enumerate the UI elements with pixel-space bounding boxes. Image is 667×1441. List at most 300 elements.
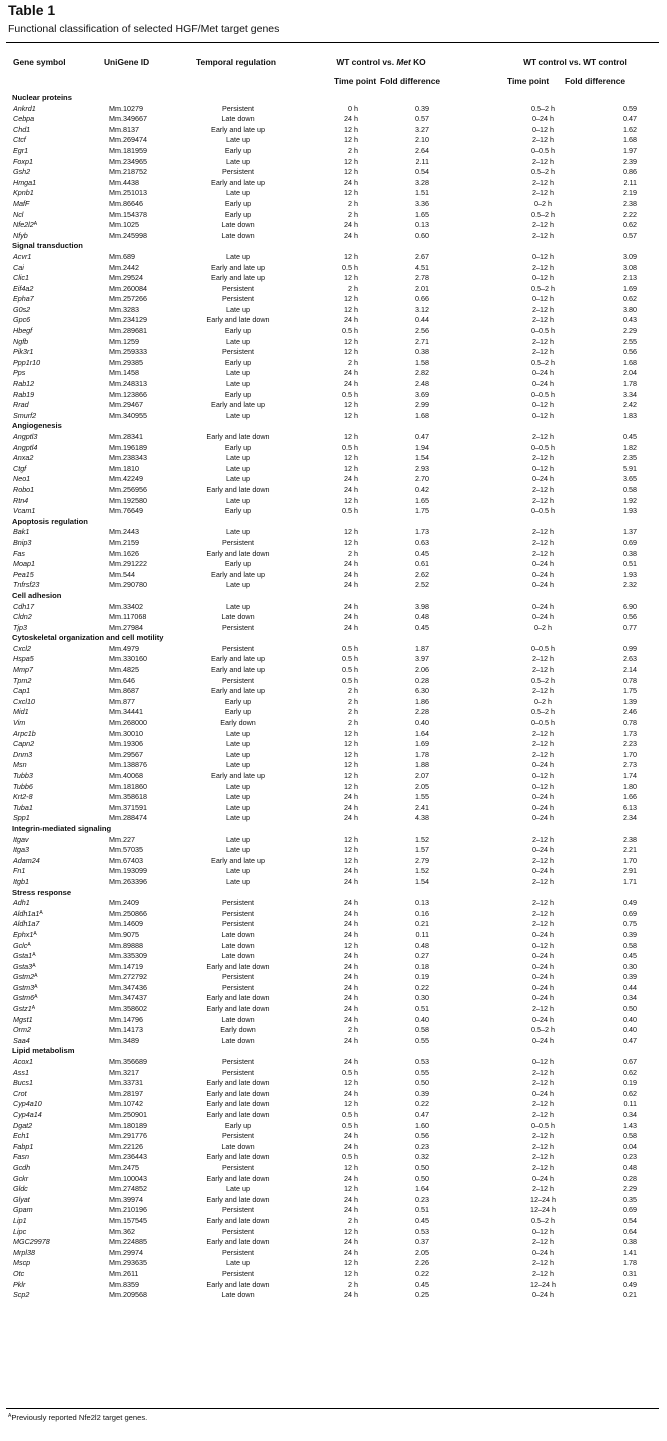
table-row [0, 1280, 667, 1291]
time-point-wt-control: 0.5–2 h [531, 1025, 555, 1035]
time-point-met-ko: 12 h [344, 410, 358, 420]
footnote-text: Previously reported Nfe2l2 target genes. [11, 1413, 148, 1422]
fold-difference-met-ko: 0.48 [415, 940, 429, 950]
gene-symbol: Cyp4a10 [13, 1099, 42, 1109]
fold-difference-wt-control: 1.74 [623, 771, 637, 780]
unigene-id: Mm.28197 [109, 1088, 143, 1098]
gene-symbol: Pik3r1 [13, 347, 34, 357]
fold-difference-met-ko: 2.05 [415, 781, 429, 791]
time-point-wt-control: 0–24 h [532, 845, 554, 855]
fold-difference-wt-control: 2.22 [623, 209, 637, 219]
temporal-regulation: Late up [226, 834, 250, 844]
fold-difference-met-ko: 0.54 [415, 167, 429, 177]
time-point-wt-control: 2–12 h [532, 686, 554, 696]
fold-difference-met-ko: 0.42 [415, 484, 429, 494]
time-point-met-ko: 24 h [344, 876, 358, 886]
fold-difference-wt-control: 1.93 [623, 569, 637, 579]
unigene-id: Mm.259333 [109, 347, 147, 357]
temporal-regulation: Early and late down [206, 484, 270, 494]
temporal-regulation: Early up [224, 442, 252, 452]
fold-difference-wt-control: 0.58 [623, 940, 637, 950]
time-point-met-ko: 24 h [344, 813, 358, 823]
unigene-id: Mm.34441 [109, 707, 143, 717]
temporal-regulation: Persistent [222, 537, 254, 547]
table-row [0, 835, 667, 846]
fold-difference-wt-control: 0.47 [623, 114, 637, 124]
time-point-wt-control: 0–12 h [532, 410, 554, 420]
table-row [0, 612, 667, 623]
section-title: Integrin-mediated signaling [12, 823, 112, 833]
fold-difference-met-ko: 0.53 [415, 1057, 429, 1067]
unigene-id: Mm.234965 [109, 156, 147, 166]
time-point-wt-control: 0–0.5 h [531, 1120, 555, 1130]
fold-difference-met-ko: 3.12 [415, 304, 429, 314]
time-point-wt-control: 2–12 h [532, 1141, 554, 1151]
fold-difference-met-ko: 0.55 [415, 1067, 429, 1077]
table-row [0, 782, 667, 793]
time-point-met-ko: 12 h [344, 124, 358, 134]
time-point-wt-control: 0–24 h [532, 1290, 554, 1300]
fold-difference-wt-control: 1.41 [623, 1247, 637, 1257]
table-row [0, 962, 667, 973]
time-point-wt-control: 2–12 h [532, 739, 554, 749]
fold-difference-wt-control: 0.62 [623, 220, 637, 230]
time-point-met-ko: 24 h [344, 1290, 358, 1300]
time-point-wt-control: 0–12 h [532, 273, 554, 283]
unigene-id: Mm.4979 [109, 643, 139, 653]
table-row [0, 1004, 667, 1015]
footnote-marker: A [39, 909, 43, 916]
table-row [0, 400, 667, 411]
time-point-met-ko: 24 h [344, 993, 358, 1003]
fold-difference-met-ko: 1.88 [415, 760, 429, 770]
temporal-regulation: Early and late down [206, 1194, 270, 1204]
unigene-id: Mm.8359 [109, 1279, 139, 1289]
fold-difference-met-ko: 3.36 [415, 198, 429, 208]
time-point-met-ko: 12 h [344, 273, 358, 283]
table-row [0, 432, 667, 443]
time-point-met-ko: 12 h [344, 537, 358, 547]
gene-symbol: Rab12 [13, 379, 35, 389]
gene-symbol-text: Gsta1 [13, 951, 33, 961]
temporal-regulation: Persistent [222, 1205, 254, 1215]
temporal-regulation: Early and late up [211, 177, 265, 187]
gene-symbol: Itgb1 [13, 876, 29, 886]
fold-difference-wt-control: 0.86 [623, 167, 637, 177]
table-row [0, 1248, 667, 1259]
temporal-regulation: Late up [226, 781, 250, 791]
time-point-wt-control: 0–2 h [534, 198, 552, 208]
temporal-regulation: Early up [224, 1120, 252, 1130]
unigene-id: Mm.29974 [109, 1247, 143, 1257]
gene-symbol: Angptl4 [13, 442, 38, 452]
gene-symbol: Orm2 [13, 1025, 31, 1035]
table-row [0, 1174, 667, 1185]
time-point-wt-control: 2–12 h [532, 1078, 554, 1088]
gene-symbol: Ngfb [13, 336, 29, 346]
time-point-wt-control: 0–24 h [532, 114, 554, 124]
time-point-wt-control: 2–12 h [532, 1067, 554, 1077]
fold-difference-met-ko: 0.22 [415, 982, 429, 992]
fold-difference-wt-control: 3.08 [623, 262, 637, 272]
temporal-regulation: Early and late up [211, 124, 265, 134]
fold-difference-met-ko: 0.51 [415, 1004, 429, 1014]
fold-difference-met-ko: 1.64 [415, 728, 429, 738]
time-point-met-ko: 24 h [344, 569, 358, 579]
gene-symbol: Pps [13, 368, 26, 378]
gene-symbol: Adam24 [13, 855, 40, 865]
time-point-wt-control: 0.5–2 h [531, 103, 555, 113]
time-point-met-ko: 12 h [344, 453, 358, 463]
temporal-regulation: Early and late down [206, 1237, 270, 1247]
unigene-id: Mm.67403 [109, 855, 143, 865]
unigene-id: Mm.3217 [109, 1067, 139, 1077]
time-point-wt-control: 0–24 h [532, 1247, 554, 1257]
gene-symbol: Ech1 [13, 1131, 30, 1141]
table-row [0, 199, 667, 210]
header-fold-difference-1: Fold difference [380, 76, 441, 86]
temporal-regulation: Late up [226, 336, 250, 346]
unigene-id: Mm.251013 [109, 188, 147, 198]
table-row [0, 305, 667, 316]
time-point-wt-control: 2–12 h [532, 453, 554, 463]
table-row [0, 665, 667, 676]
fold-difference-met-ko: 1.55 [415, 792, 429, 802]
fold-difference-met-ko: 3.97 [415, 654, 429, 664]
unigene-id: Mm.180189 [109, 1120, 147, 1130]
time-point-met-ko: 12 h [344, 527, 358, 537]
fold-difference-met-ko: 2.64 [415, 145, 429, 155]
time-point-wt-control: 0–12 h [532, 251, 554, 261]
time-point-met-ko: 0.5 h [342, 1067, 358, 1077]
gene-symbol [13, 930, 37, 941]
temporal-regulation: Early up [224, 707, 252, 717]
time-point-wt-control: 2–12 h [532, 336, 554, 346]
fold-difference-met-ko: 1.54 [415, 876, 429, 886]
table-row [0, 146, 667, 157]
unigene-id: Mm.10742 [109, 1099, 143, 1109]
fold-difference-wt-control: 0.44 [623, 982, 637, 992]
table-row [0, 1089, 667, 1100]
unigene-id: Mm.193099 [109, 866, 147, 876]
fold-difference-met-ko: 0.63 [415, 537, 429, 547]
gene-symbol: Neo1 [13, 474, 31, 484]
gene-symbol: Ass1 [13, 1067, 29, 1077]
fold-difference-met-ko: 0.40 [415, 718, 429, 728]
unigene-id: Mm.29524 [109, 273, 143, 283]
table-row [0, 941, 667, 952]
fold-difference-wt-control: 1.66 [623, 792, 637, 802]
temporal-regulation: Early up [224, 389, 252, 399]
fold-difference-wt-control: 2.29 [623, 326, 637, 336]
fold-difference-met-ko: 2.41 [415, 802, 429, 812]
unigene-id: Mm.181860 [109, 781, 147, 791]
unigene-id: Mm.289681 [109, 326, 147, 336]
fold-difference-wt-control: 0.58 [623, 484, 637, 494]
table-row [0, 263, 667, 274]
time-point-wt-control: 2–12 h [532, 347, 554, 357]
header-time-point-2: Time point [507, 76, 550, 86]
fold-difference-wt-control: 0.39 [623, 929, 637, 939]
temporal-regulation: Late up [226, 368, 250, 378]
gene-symbol: Vim [13, 718, 26, 728]
gene-symbol: Vcam1 [13, 506, 36, 516]
temporal-regulation: Early up [224, 696, 252, 706]
section-title: Signal transduction [12, 241, 83, 251]
fold-difference-met-ko: 0.50 [415, 1162, 429, 1172]
temporal-regulation: Persistent [222, 1067, 254, 1077]
table-row [0, 760, 667, 771]
fold-difference-wt-control: 0.34 [623, 993, 637, 1003]
unigene-id: Mm.192580 [109, 495, 147, 505]
fold-difference-wt-control: 3.65 [623, 474, 637, 484]
temporal-regulation: Persistent [222, 1247, 254, 1257]
time-point-wt-control: 2–12 h [532, 1237, 554, 1247]
time-point-met-ko: 24 h [344, 1131, 358, 1141]
temporal-regulation: Late down [221, 1014, 255, 1024]
temporal-regulation: Late up [226, 876, 250, 886]
fold-difference-wt-control: 1.68 [623, 357, 637, 367]
fold-difference-wt-control: 2.38 [623, 198, 637, 208]
fold-difference-wt-control: 2.46 [623, 707, 637, 717]
unigene-id: Mm.371591 [109, 802, 147, 812]
temporal-regulation: Persistent [222, 1226, 254, 1236]
time-point-met-ko: 2 h [348, 209, 358, 219]
time-point-met-ko: 0.5 h [342, 442, 358, 452]
time-point-wt-control: 0.5–2 h [531, 167, 555, 177]
unigene-id: Mm.154378 [109, 209, 147, 219]
time-point-met-ko: 24 h [344, 1035, 358, 1045]
section-header [0, 633, 667, 644]
gene-symbol: Hbegf [13, 326, 33, 336]
fold-difference-wt-control: 0.54 [623, 1215, 637, 1225]
gene-symbol: Tuba1 [13, 802, 33, 812]
time-point-met-ko: 24 h [344, 114, 358, 124]
fold-difference-met-ko: 0.32 [415, 1152, 429, 1162]
unigene-id: Mm.40068 [109, 771, 143, 780]
time-point-wt-control: 0–2 h [534, 622, 552, 632]
unigene-id: Mm.340955 [109, 410, 147, 420]
unigene-id: Mm.250866 [109, 908, 147, 918]
time-point-wt-control: 2–12 h [532, 1004, 554, 1014]
table-row [0, 125, 667, 136]
fold-difference-wt-control: 1.83 [623, 410, 637, 420]
time-point-wt-control: 0–12 h [532, 124, 554, 134]
gene-symbol: Itgav [13, 834, 29, 844]
time-point-wt-control: 12–24 h [530, 1279, 556, 1289]
fold-difference-wt-control: 1.93 [623, 506, 637, 516]
gene-symbol: Tjp3 [13, 622, 27, 632]
time-point-met-ko: 12 h [344, 771, 358, 780]
fold-difference-wt-control: 0.57 [623, 230, 637, 240]
fold-difference-met-ko: 3.69 [415, 389, 429, 399]
unigene-id: Mm.4438 [109, 177, 139, 187]
time-point-wt-control: 0–0.5 h [531, 643, 555, 653]
unigene-id: Mm.30010 [109, 728, 143, 738]
time-point-wt-control: 0–2 h [534, 696, 552, 706]
header-unigene-id: UniGene ID [104, 57, 150, 67]
table-row [0, 729, 667, 740]
fold-difference-wt-control: 2.14 [623, 665, 637, 675]
fold-difference-met-ko: 2.26 [415, 1258, 429, 1268]
time-point-wt-control: 2–12 h [532, 908, 554, 918]
temporal-regulation: Late up [226, 188, 250, 198]
fold-difference-met-ko: 2.93 [415, 463, 429, 473]
time-point-met-ko: 12 h [344, 940, 358, 950]
footnote-marker: A [32, 962, 36, 969]
time-point-wt-control: 2–12 h [532, 1184, 554, 1194]
table-row [0, 919, 667, 930]
table-row [0, 1036, 667, 1047]
time-point-met-ko: 12 h [344, 156, 358, 166]
fold-difference-met-ko: 0.37 [415, 1237, 429, 1247]
temporal-regulation: Early and late up [211, 686, 265, 696]
time-point-wt-control: 2–12 h [532, 1162, 554, 1172]
fold-difference-met-ko: 1.69 [415, 739, 429, 749]
gene-symbol: Tpm2 [13, 675, 32, 685]
fold-difference-met-ko: 1.65 [415, 495, 429, 505]
fold-difference-met-ko: 0.57 [415, 114, 429, 124]
gene-symbol: Scp2 [13, 1290, 30, 1300]
fold-difference-met-ko: 0.40 [415, 1014, 429, 1024]
temporal-regulation: Late up [226, 866, 250, 876]
temporal-regulation: Early up [224, 559, 252, 569]
temporal-regulation: Late up [226, 410, 250, 420]
temporal-regulation: Early and late down [206, 315, 270, 325]
time-point-met-ko: 2 h [348, 1279, 358, 1289]
unigene-id: Mm.9075 [109, 929, 139, 939]
unigene-id: Mm.1259 [109, 336, 139, 346]
table-row [0, 157, 667, 168]
fold-difference-met-ko: 2.52 [415, 580, 429, 590]
fold-difference-met-ko: 2.99 [415, 400, 429, 410]
unigene-id: Mm.268000 [109, 718, 147, 728]
bottom-rule [6, 1408, 659, 1409]
temporal-regulation: Late up [226, 601, 250, 611]
time-point-wt-control: 0–24 h [532, 929, 554, 939]
gene-symbol: Hmga1 [13, 177, 37, 187]
time-point-met-ko: 12 h [344, 294, 358, 304]
time-point-wt-control: 0–24 h [532, 1014, 554, 1024]
time-point-met-ko: 2 h [348, 718, 358, 728]
header-group-met-ko-prefix: WT control vs. [336, 57, 397, 67]
fold-difference-wt-control: 2.63 [623, 654, 637, 664]
unigene-id: Mm.210196 [109, 1205, 147, 1215]
header-temporal-regulation: Temporal regulation [196, 57, 276, 67]
time-point-met-ko: 12 h [344, 1099, 358, 1109]
temporal-regulation: Late up [226, 379, 250, 389]
time-point-wt-control: 0–24 h [532, 1088, 554, 1098]
fold-difference-met-ko: 0.58 [415, 1025, 429, 1035]
gene-symbol: Nfyb [13, 230, 28, 240]
time-point-wt-control: 0.5–2 h [531, 209, 555, 219]
time-point-met-ko: 12 h [344, 1258, 358, 1268]
time-point-met-ko: 24 h [344, 379, 358, 389]
time-point-met-ko: 24 h [344, 1014, 358, 1024]
fold-difference-wt-control: 1.80 [623, 781, 637, 791]
fold-difference-wt-control: 0.75 [623, 919, 637, 929]
temporal-regulation: Late down [221, 612, 255, 622]
gene-symbol: Cxcl2 [13, 643, 31, 653]
unigene-id: Mm.33731 [109, 1078, 143, 1088]
gene-symbol: Smurf2 [13, 410, 37, 420]
table-row [0, 739, 667, 750]
table-row [0, 1099, 667, 1110]
time-point-wt-control: 0–24 h [532, 368, 554, 378]
gene-symbol: Cldn2 [13, 612, 32, 622]
gene-symbol: Dnm3 [13, 749, 33, 759]
table-row [0, 1025, 667, 1036]
table-row [0, 654, 667, 665]
fold-difference-wt-control: 0.23 [623, 1152, 637, 1162]
fold-difference-met-ko: 0.45 [415, 1215, 429, 1225]
unigene-id: Mm.272792 [109, 972, 147, 982]
gene-symbol: Tubb3 [13, 771, 33, 780]
unigene-id: Mm.288474 [109, 813, 147, 823]
time-point-wt-control: 0–24 h [532, 802, 554, 812]
table-row [0, 411, 667, 422]
temporal-regulation: Persistent [222, 294, 254, 304]
gene-symbol: Ctcf [13, 135, 26, 145]
table-row [0, 549, 667, 560]
fold-difference-met-ko: 1.65 [415, 209, 429, 219]
fold-difference-wt-control: 2.29 [623, 1184, 637, 1194]
header-gene-symbol: Gene symbol [13, 57, 66, 67]
header-group-met-ko-italic: Met [396, 57, 411, 67]
gene-symbol: Chd1 [13, 124, 31, 134]
fold-difference-met-ko: 6.30 [415, 686, 429, 696]
unigene-id: Mm.257266 [109, 294, 147, 304]
fold-difference-wt-control: 0.78 [623, 675, 637, 685]
gene-symbol: Pklr [13, 1279, 26, 1289]
unigene-id: Mm.1810 [109, 463, 139, 473]
time-point-wt-control: 0–12 h [532, 771, 554, 780]
time-point-wt-control: 2–12 h [532, 1258, 554, 1268]
fold-difference-met-ko: 3.28 [415, 177, 429, 187]
gene-symbol: Ctgf [13, 463, 27, 473]
fold-difference-wt-control: 0.69 [623, 1205, 637, 1215]
fold-difference-met-ko: 2.79 [415, 855, 429, 865]
fold-difference-met-ko: 0.13 [415, 898, 429, 908]
time-point-met-ko: 24 h [344, 612, 358, 622]
fold-difference-wt-control: 0.56 [623, 612, 637, 622]
gene-symbol: Rrad [13, 400, 29, 410]
temporal-regulation: Early and late up [211, 654, 265, 664]
fold-difference-met-ko: 1.87 [415, 643, 429, 653]
time-point-met-ko: 24 h [344, 792, 358, 802]
fold-difference-wt-control: 0.34 [623, 1110, 637, 1119]
time-point-met-ko: 12 h [344, 135, 358, 145]
temporal-regulation: Early and late down [206, 1099, 270, 1109]
fold-difference-wt-control: 2.73 [623, 760, 637, 770]
fold-difference-met-ko: 1.52 [415, 834, 429, 844]
fold-difference-met-ko: 1.78 [415, 749, 429, 759]
gene-symbol: Msn [13, 760, 27, 770]
time-point-wt-control: 0–24 h [532, 1035, 554, 1045]
fold-difference-wt-control: 1.68 [623, 135, 637, 145]
gene-symbol: Clic1 [13, 273, 29, 283]
temporal-regulation: Early and late up [211, 273, 265, 283]
gene-symbol: Acox1 [13, 1057, 33, 1067]
fold-difference-wt-control: 2.11 [623, 177, 637, 187]
gene-symbol: Cai [13, 262, 24, 272]
footnote-marker: A [33, 930, 37, 937]
time-point-met-ko: 2 h [348, 1215, 358, 1225]
time-point-met-ko: 12 h [344, 432, 358, 441]
temporal-regulation: Early and late down [206, 548, 270, 558]
table-row [0, 358, 667, 369]
temporal-regulation: Early and late up [211, 771, 265, 780]
